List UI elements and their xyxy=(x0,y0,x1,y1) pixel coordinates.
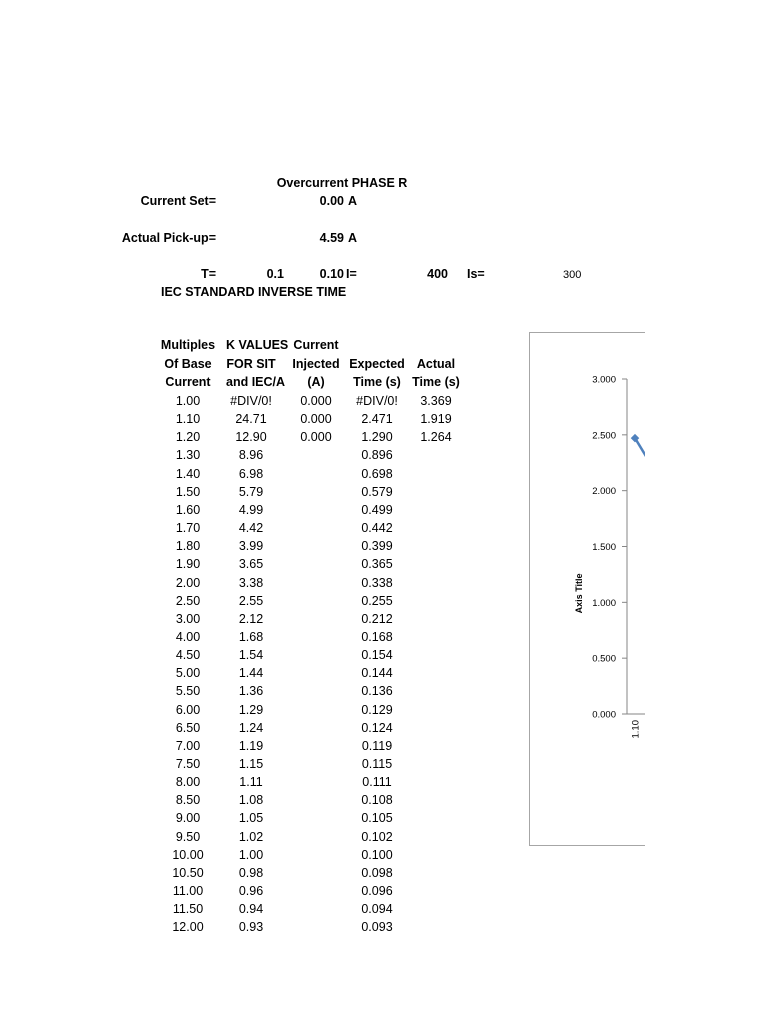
cell-multiple: 1.20 xyxy=(175,430,201,445)
cell-k-value: 4.42 xyxy=(238,521,264,536)
cell-expected-time: 0.365 xyxy=(361,557,393,572)
table-row xyxy=(150,392,470,410)
header-line: Current xyxy=(293,338,339,352)
cell-k-value: 1.02 xyxy=(238,829,264,844)
cell-expected-time: 0.154 xyxy=(361,648,393,663)
cell-expected-time: #DIV/0! xyxy=(356,394,398,408)
cell-k-value: 1.19 xyxy=(238,738,264,753)
cell-expected-time: 0.212 xyxy=(361,611,393,626)
cell-multiple: 1.40 xyxy=(175,466,201,481)
cell-multiple: 7.50 xyxy=(175,757,201,771)
header-line: Expected xyxy=(349,356,405,371)
cell-multiple: 1.30 xyxy=(175,448,201,463)
table-row xyxy=(150,483,470,501)
cell-expected-time: 0.399 xyxy=(361,539,393,554)
table-row xyxy=(150,610,470,628)
cell-multiple: 2.50 xyxy=(175,593,201,608)
cell-multiple: 1.60 xyxy=(175,502,201,517)
table-row xyxy=(150,628,470,646)
header-actual-time xyxy=(407,355,465,392)
header-line: FOR SIT xyxy=(226,356,276,371)
y-tick-label: 2.000 xyxy=(592,486,616,498)
table-row xyxy=(150,791,470,809)
header-line: Current xyxy=(165,375,211,389)
i-value: 400 xyxy=(427,267,448,281)
table-row xyxy=(150,755,470,773)
cell-multiple: 5.00 xyxy=(175,666,201,681)
cell-expected-time: 0.579 xyxy=(361,484,393,499)
pickup-unit: A xyxy=(348,231,358,245)
header-line: and IEC/A xyxy=(226,375,286,389)
is-value: 300 xyxy=(563,269,582,281)
cell-multiple: 10.00 xyxy=(172,847,204,862)
cell-multiple: 4.50 xyxy=(175,648,201,663)
table-row xyxy=(150,555,470,573)
cell-expected-time: 0.896 xyxy=(361,448,393,463)
cell-k-value: 1.00 xyxy=(238,847,264,862)
cell-k-value: 1.29 xyxy=(238,702,264,717)
header-line: K VALUES xyxy=(226,338,289,352)
x-tick-label: 1.10 xyxy=(630,720,642,739)
table-row xyxy=(150,410,470,428)
table-row xyxy=(150,701,470,719)
cell-expected-time: 0.338 xyxy=(361,575,393,590)
cell-multiple: 1.50 xyxy=(175,484,201,499)
header-line: Time (s) xyxy=(412,375,460,389)
cell-k-value: 8.96 xyxy=(238,448,264,463)
table-row xyxy=(150,737,470,755)
cell-k-value: 3.65 xyxy=(238,557,264,572)
cell-multiple: 1.00 xyxy=(175,394,201,408)
cell-actual-time: 3.369 xyxy=(420,394,452,408)
cell-k-value: 1.08 xyxy=(238,793,264,808)
cell-expected-time: 2.471 xyxy=(361,412,393,427)
table-row xyxy=(150,519,470,537)
pickup-value: 4.59 xyxy=(319,231,344,245)
cell-multiple: 11.50 xyxy=(172,902,204,917)
cell-multiple: 11.00 xyxy=(172,884,204,899)
table-row xyxy=(150,664,470,682)
cell-expected-time: 0.093 xyxy=(361,920,393,935)
cell-expected-time: 0.094 xyxy=(361,902,393,917)
table-row xyxy=(150,864,470,882)
cell-multiple: 5.50 xyxy=(175,684,201,699)
cell-multiple: 1.10 xyxy=(175,412,201,427)
cell-expected-time: 0.168 xyxy=(361,629,393,644)
cell-multiple: 10.50 xyxy=(172,865,204,880)
cell-k-value: 1.68 xyxy=(238,629,264,644)
table-row xyxy=(150,918,470,936)
cell-multiple: 9.00 xyxy=(175,811,201,826)
header-line: (A) xyxy=(307,375,325,389)
cell-k-value: 6.98 xyxy=(238,466,264,481)
cell-expected-time: 0.100 xyxy=(361,847,393,862)
y-tick-label: 0.500 xyxy=(592,653,616,665)
cell-expected-time: 0.115 xyxy=(361,757,393,771)
y-tick-label: 0.000 xyxy=(592,709,616,721)
current-set-unit: A xyxy=(348,194,358,208)
table-row xyxy=(150,828,470,846)
cell-multiple: 1.80 xyxy=(175,539,201,554)
table-row xyxy=(150,501,470,519)
cell-current-injected: 0.000 xyxy=(300,430,332,445)
header-expected-time xyxy=(347,355,407,392)
current-set-value: 0.00 xyxy=(319,194,344,208)
table-row xyxy=(150,882,470,900)
cell-k-value: 4.99 xyxy=(238,502,264,517)
cell-multiple: 7.00 xyxy=(175,738,201,753)
cell-expected-time: 0.124 xyxy=(361,720,393,735)
header-k-values xyxy=(226,336,289,392)
sheet-title: Overcurrent PHASE R xyxy=(276,176,408,190)
cell-k-value: 0.93 xyxy=(238,920,264,935)
table-row xyxy=(150,465,470,483)
t-value: 0.1 xyxy=(266,267,284,281)
cell-multiple: 3.00 xyxy=(175,611,201,626)
cell-expected-time: 0.499 xyxy=(361,502,393,517)
cell-k-value: 1.24 xyxy=(238,720,264,735)
cell-k-value: 3.38 xyxy=(238,575,264,590)
cell-expected-time: 0.096 xyxy=(361,884,393,899)
cell-k-value: 0.98 xyxy=(238,865,264,880)
cell-k-value: 1.11 xyxy=(239,775,263,790)
header-line: Actual xyxy=(416,356,456,371)
cell-current-injected: 0.000 xyxy=(300,412,332,427)
table-row xyxy=(150,646,470,664)
cell-multiple: 12.00 xyxy=(172,920,204,935)
cell-multiple: 1.90 xyxy=(175,557,201,572)
t-value-2: 0.10 xyxy=(319,267,344,281)
t-label: T= xyxy=(201,267,216,281)
current-set-label: Current Set= xyxy=(140,194,216,208)
cell-expected-time: 0.129 xyxy=(361,702,393,717)
cell-expected-time: 0.255 xyxy=(361,593,393,608)
cell-expected-time: 0.102 xyxy=(361,829,393,844)
cell-k-value: 3.99 xyxy=(238,539,264,554)
cell-k-value: 1.05 xyxy=(238,811,264,826)
cell-k-value: 1.44 xyxy=(238,666,264,681)
table-row xyxy=(150,537,470,555)
cell-k-value: 2.12 xyxy=(238,611,264,626)
cell-multiple: 8.00 xyxy=(175,775,201,790)
table-row xyxy=(150,682,470,700)
cell-multiple: 4.00 xyxy=(175,629,201,644)
cell-k-value: 24.71 xyxy=(235,412,267,427)
table-row xyxy=(150,809,470,827)
cell-multiple: 9.50 xyxy=(175,829,201,844)
table-row xyxy=(150,719,470,737)
header-line: Of Base xyxy=(164,356,212,371)
cell-k-value: 1.36 xyxy=(238,684,264,699)
cell-multiple: 6.00 xyxy=(175,702,201,717)
header-line: Multiples xyxy=(160,338,216,352)
y-axis-title: Axis Title xyxy=(574,573,584,614)
cell-k-value: 5.79 xyxy=(238,484,264,499)
cell-multiple: 6.50 xyxy=(175,720,201,735)
cell-k-value: 2.55 xyxy=(238,593,264,608)
cell-k-value: 1.15 xyxy=(238,757,264,771)
series-line xyxy=(635,438,645,570)
table-row xyxy=(150,574,470,592)
is-label: Is= xyxy=(467,267,485,281)
chart-area xyxy=(529,332,645,846)
table-row xyxy=(150,846,470,864)
cell-k-value: #DIV/0! xyxy=(230,394,272,408)
pickup-label: Actual Pick-up= xyxy=(121,231,216,245)
header-multiples xyxy=(150,336,226,392)
cell-expected-time: 0.111 xyxy=(362,775,392,790)
table-row xyxy=(150,592,470,610)
y-tick-label: 1.500 xyxy=(592,542,616,553)
curve-type-label: IEC STANDARD INVERSE TIME xyxy=(161,285,347,299)
y-tick-label: 1.000 xyxy=(592,597,616,609)
table-row xyxy=(150,900,470,918)
cell-expected-time: 0.144 xyxy=(361,666,393,681)
cell-expected-time: 0.098 xyxy=(361,865,393,880)
y-tick-label: 2.500 xyxy=(592,430,616,442)
cell-expected-time: 0.105 xyxy=(361,811,393,826)
cell-multiple: 1.70 xyxy=(175,521,201,536)
cell-multiple: 2.00 xyxy=(175,575,201,590)
cell-expected-time: 1.290 xyxy=(361,430,393,445)
cell-k-value: 1.54 xyxy=(238,648,264,663)
cell-k-value: 12.90 xyxy=(235,430,267,445)
table-row xyxy=(150,773,470,791)
cell-actual-time: 1.264 xyxy=(420,430,452,445)
header-line: Time (s) xyxy=(353,375,401,389)
table-row xyxy=(150,446,470,464)
cell-k-value: 0.96 xyxy=(238,884,264,899)
i-label: I= xyxy=(346,267,357,281)
cell-expected-time: 0.442 xyxy=(361,521,393,536)
cell-current-injected: 0.000 xyxy=(300,394,332,408)
cell-expected-time: 0.108 xyxy=(361,793,393,808)
table-row xyxy=(150,428,470,446)
header-line: Injected xyxy=(292,356,340,371)
cell-expected-time: 0.698 xyxy=(361,466,393,481)
cell-k-value: 0.94 xyxy=(238,902,264,917)
y-tick-label: 3.000 xyxy=(592,374,616,386)
cell-actual-time: 1.919 xyxy=(420,412,452,427)
header-current-injected xyxy=(290,336,342,392)
cell-expected-time: 0.119 xyxy=(361,738,393,753)
expected-time-chart xyxy=(530,333,645,846)
cell-multiple: 8.50 xyxy=(175,793,201,808)
cell-expected-time: 0.136 xyxy=(361,684,393,699)
